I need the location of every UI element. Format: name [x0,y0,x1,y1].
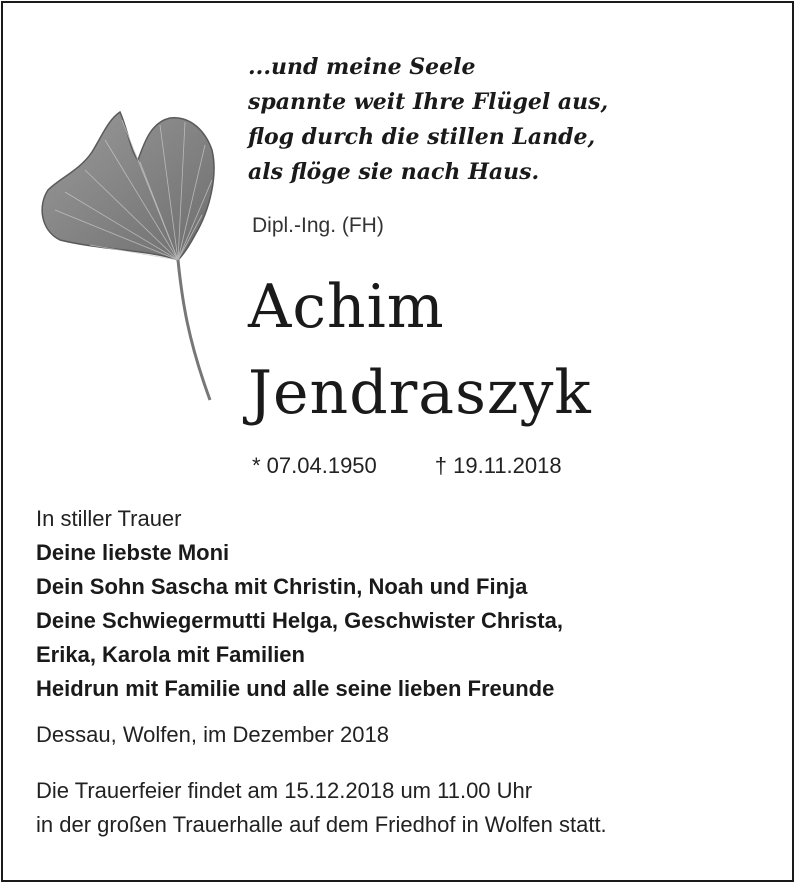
last-name: Jendraszyk [248,358,592,428]
poem-line: flog durch die stillen Lande, [248,124,596,150]
first-name: Achim [248,272,445,342]
ginkgo-leaf-icon [30,100,230,410]
death-date: † 19.11.2018 [434,453,562,478]
mourners-block [36,502,563,706]
place-date: Dessau, Wolfen, im Dezember 2018 [36,722,389,747]
mourner-line: Dein Sohn Sascha mit Christin, Noah und Finja [36,574,528,599]
poem-line: spannte weit Ihre Flügel aus, [248,89,609,115]
ceremony-info [36,774,607,842]
academic-title: Dipl.-Ing. (FH) [252,214,384,237]
mourner-line: Deine Schwiegermutti Helga, Geschwister Christa, [36,608,563,633]
poem [248,50,608,190]
ceremony-line: Die Trauerfeier findet am 15.12.2018 um 11.00 Uhr [36,778,533,803]
mourner-line: Deine liebste Moni [36,540,230,565]
poem-line: als flöge sie nach Haus. [248,159,540,185]
ceremony-line: in der großen Trauerhalle auf dem Friedhof in Wolfen statt. [36,812,607,837]
poem-line: ...und meine Seele [248,54,476,80]
mourning-intro: In stiller Trauer [36,506,182,531]
birth-date: * 07.04.1950 [252,453,377,478]
life-dates [252,453,562,479]
mourner-line: Heidrun mit Familie und alle seine lieben Freunde [36,676,555,701]
mourner-line: Erika, Karola mit Familien [36,642,305,667]
